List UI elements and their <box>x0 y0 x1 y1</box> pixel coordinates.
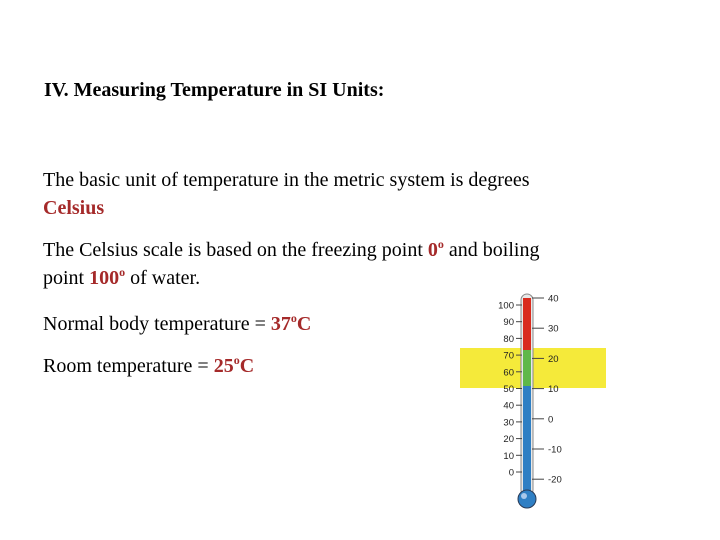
body-temp-value: 37 <box>270 313 291 335</box>
body-temp-sup: o <box>290 311 297 325</box>
cold-band <box>523 386 531 498</box>
body-temp-text: Normal body temperature = <box>43 313 271 335</box>
celsius-tick-label: 20 <box>548 353 559 365</box>
celsius-highlight: Celsius <box>43 197 105 219</box>
scale-text-2-tail: of water. <box>125 267 201 289</box>
si-unit-text: The basic unit of temperature in the metric system is degrees <box>43 169 530 191</box>
fahrenheit-tick-label: 70 <box>503 350 514 362</box>
celsius-scale <box>532 294 562 486</box>
celsius-tick-label: 0 <box>548 414 554 426</box>
celsius-tick-label: 30 <box>548 323 559 335</box>
scale-text-2: point <box>43 267 90 289</box>
paragraph-si-unit <box>43 166 530 222</box>
fahrenheit-tick-label: 30 <box>503 417 514 429</box>
room-temp-unit: C <box>239 355 255 377</box>
boiling-degree-sup: o <box>119 265 126 279</box>
hot-band <box>523 298 531 350</box>
freezing-point-value: 0 <box>427 239 438 261</box>
paragraph-celsius-scale <box>43 236 539 292</box>
celsius-tick-label: -10 <box>548 444 562 456</box>
fahrenheit-tick-label: 20 <box>503 434 514 446</box>
body-temp-unit: C <box>296 313 312 335</box>
fahrenheit-tick-label: 40 <box>503 400 514 412</box>
fahrenheit-scale <box>498 301 522 479</box>
fahrenheit-tick-label: 10 <box>503 450 514 462</box>
fahrenheit-tick-label: 80 <box>503 333 514 345</box>
celsius-tick-label: 40 <box>548 293 559 305</box>
fahrenheit-tick-label: 50 <box>503 384 514 395</box>
thermometer-illustration <box>460 288 610 518</box>
freezing-degree-sup: o <box>437 237 444 251</box>
paragraph-body-temperature <box>43 310 311 338</box>
thermometer-tube <box>518 294 536 508</box>
thermometer-bulb <box>518 490 536 508</box>
fahrenheit-tick-label: 60 <box>503 367 514 379</box>
scale-text-tail: and boiling <box>443 239 540 261</box>
slide-title: IV. Measuring Temperature in SI Units: <box>44 79 385 101</box>
fahrenheit-tick-label: 0 <box>508 467 514 479</box>
boiling-point-value: 100 <box>89 267 120 289</box>
fahrenheit-tick-label: 90 <box>503 317 514 329</box>
room-band <box>523 350 531 386</box>
scale-text: The Celsius scale is based on the freezing point <box>43 239 428 261</box>
celsius-tick-label: 10 <box>548 384 559 396</box>
room-temp-sup: o <box>233 353 240 367</box>
room-temp-value: 25 <box>213 355 234 377</box>
room-temp-text: Room temperature = <box>43 355 214 377</box>
celsius-tick-label: -20 <box>548 474 562 486</box>
paragraph-room-temperature <box>43 352 254 380</box>
fahrenheit-tick-label: 100 <box>498 300 514 312</box>
